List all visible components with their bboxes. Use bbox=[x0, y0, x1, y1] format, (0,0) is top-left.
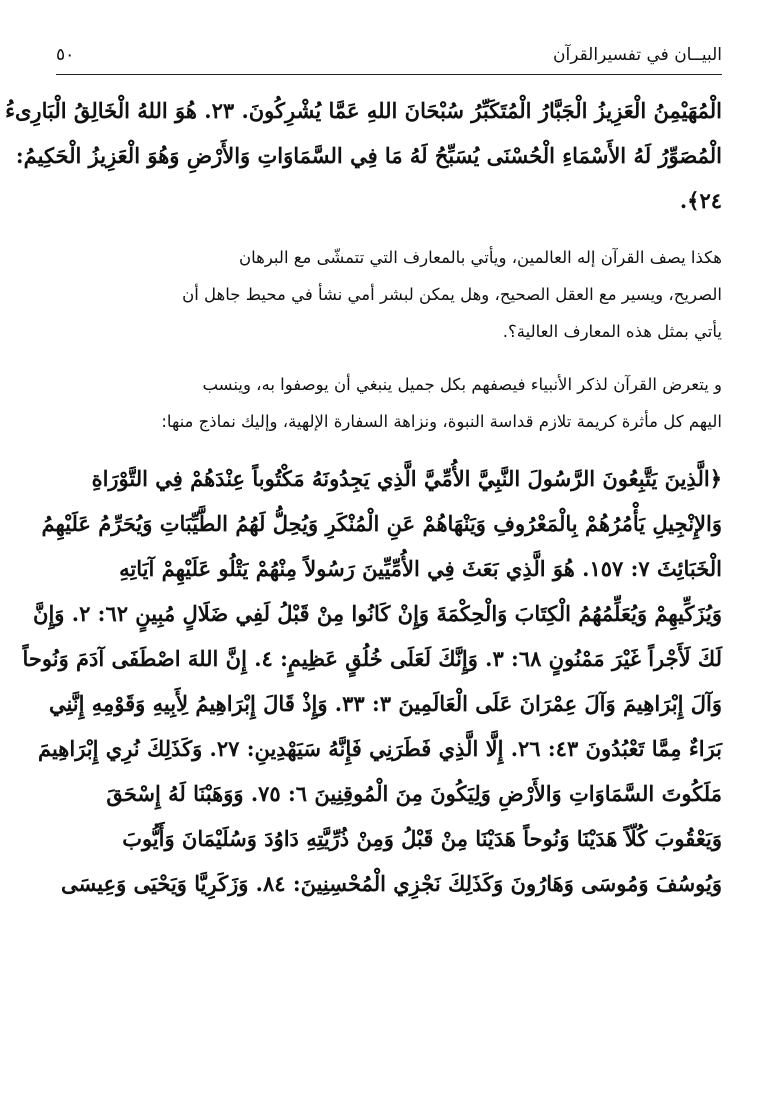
page-number: ٥٠ bbox=[56, 45, 75, 65]
commentary-paragraph-2 bbox=[56, 366, 722, 440]
verse-line: بَرَاءٌ مِمَّا تَعْبُدُونَ ٤٣: ٢٦. إِلَّا الَّذِي فَطَرَنِي فَإِنَّهُ سَيَهْدِينِ: ٢٧. وَكَذَلِكَ نُرِي إِبْرَاهِيمَ bbox=[37, 736, 722, 761]
verse-line: الْمُصَوِّرُ لَهُ الأَسْمَاءِ الْحُسْنَى يُسَبِّحُ لَهُ مَا فِي السَّمَاوَاتِ وَالأَرْضِ وَهُوَ الْعَزِيزُ الْحَكِيمُ: bbox=[15, 143, 722, 168]
running-title: البيــان في تفسيرالقرآن bbox=[553, 45, 722, 65]
verse-line: لَكَ لَأَجْراً غَيْرَ مَمْنُونٍ ٦٨: ٣. وَإِنَّكَ لَعَلَى خُلُقٍ عَظِيمٍ: ٤. إِنَّ اللهَ اصْطَفَى آدَمَ وَنُوحاً bbox=[22, 646, 722, 671]
verse-line: وَآلَ إِبْرَاهِيمَ وَآلَ عِمْرَانَ عَلَى الْعَالَمِينَ ٣: ٣٣. وَإِذْ قَالَ إِبْرَاهِيمُ لِأَبِيهِ وَقَوْمِهِ إِنَّنِي bbox=[48, 691, 722, 716]
verse-line: وَالإِنْجِيلِ يَأْمُرُهُمْ بِالْمَعْرُوفِ وَيَنْهَاهُمْ عَنِ الْمُنْكَرِ وَيُحِلُّ لَهُمُ الطَّيِّبَاتِ وَيُحَرِّمُ عَلَيْهِمُ bbox=[41, 511, 722, 536]
verse-line: ٢٤﴾. bbox=[679, 188, 722, 213]
verse-line: وَيَعْقُوبَ كُلّاً هَدَيْنَا وَنُوحاً هَدَيْنَا مِنْ قَبْلُ وَمِنْ ذُرِّيَّتِهِ دَاوُدَ وَسُلَيْمَانَ وَأَيُّوبَ bbox=[122, 826, 722, 851]
page-body bbox=[5, 88, 722, 906]
header-rule bbox=[56, 74, 722, 75]
quran-verse-block-2 bbox=[22, 456, 722, 906]
verse-line: الْخَبَائِثَ ٧: ١٥٧. هُوَ الَّذِي بَعَثَ فِي الأُمِّيِّينَ رَسُولاً مِنْهُمْ يَتْلُو عَلَيْهِمْ آيَاتِهِ bbox=[119, 556, 722, 581]
verse-line: ﴿الَّذِينَ يَتَّبِعُونَ الرَّسُولَ النَّبِيَّ الأُمِّيَّ الَّذِي يَجِدُونَهُ مَكْتُوباً عِنْدَهُمْ فِي التَّوْرَاةِ bbox=[91, 466, 722, 491]
verse-line: مَلَكُوتَ السَّمَاوَاتِ وَالأَرْضِ وَلِيَكُونَ مِنَ الْمُوقِنِينَ ٦: ٧٥. وَوَهَبْنَا لَهُ إِسْحَقَ bbox=[106, 781, 722, 806]
verse-line: وَيُوسُفَ وَمُوسَى وَهَارُونَ وَكَذَلِكَ نَجْزِي الْمُحْسِنِينَ: ٨٤. وَزَكَرِيَّا وَيَحْيَى وَعِيسَى bbox=[61, 871, 722, 896]
text-line: يأتي بمثل هذه المعارف العالية؟. bbox=[502, 322, 722, 341]
running-header bbox=[56, 40, 722, 70]
quran-verse-block-1 bbox=[5, 88, 722, 223]
text-line: هكذا يصف القرآن إله العالمين، ويأتي بالمعارف التي تتمشّى مع البرهان bbox=[238, 248, 722, 267]
text-line: و يتعرض القرآن لذكر الأنبياء فيصفهم بكل جميل ينبغي أن يوصفوا به، وينسب bbox=[202, 375, 722, 394]
verse-line: الْمُهَيْمِنُ الْعَزِيزُ الْجَبَّارُ الْمُتَكَبِّرُ سُبْحَانَ اللهِ عَمَّا يُشْرِكُونَ. ٢٣. هُوَ اللهُ الْخَالِقُ الْبَارِىءُ bbox=[5, 98, 722, 123]
text-line: الصريح، ويسير مع العقل الصحيح، وهل يمكن لبشر أمي نشأ في محيط جاهل أن bbox=[182, 285, 722, 304]
commentary-paragraph-1 bbox=[56, 239, 722, 350]
page bbox=[5, 0, 722, 1108]
verse-line: وَيُزَكِّيهِمْ وَيُعَلِّمُهُمُ الْكِتَابَ وَالْحِكْمَةَ وَإِنْ كَانُوا مِنْ قَبْلُ لَفِي ضَلَالٍ مُبِينٍ ٦٢: ٢. وَإِنَّ bbox=[33, 601, 722, 626]
text-line: اليهم كل مأثرة كريمة تلازم قداسة النبوة، ونزاهة السفارة الإلهية، وإليك نماذج منها: bbox=[161, 412, 722, 431]
